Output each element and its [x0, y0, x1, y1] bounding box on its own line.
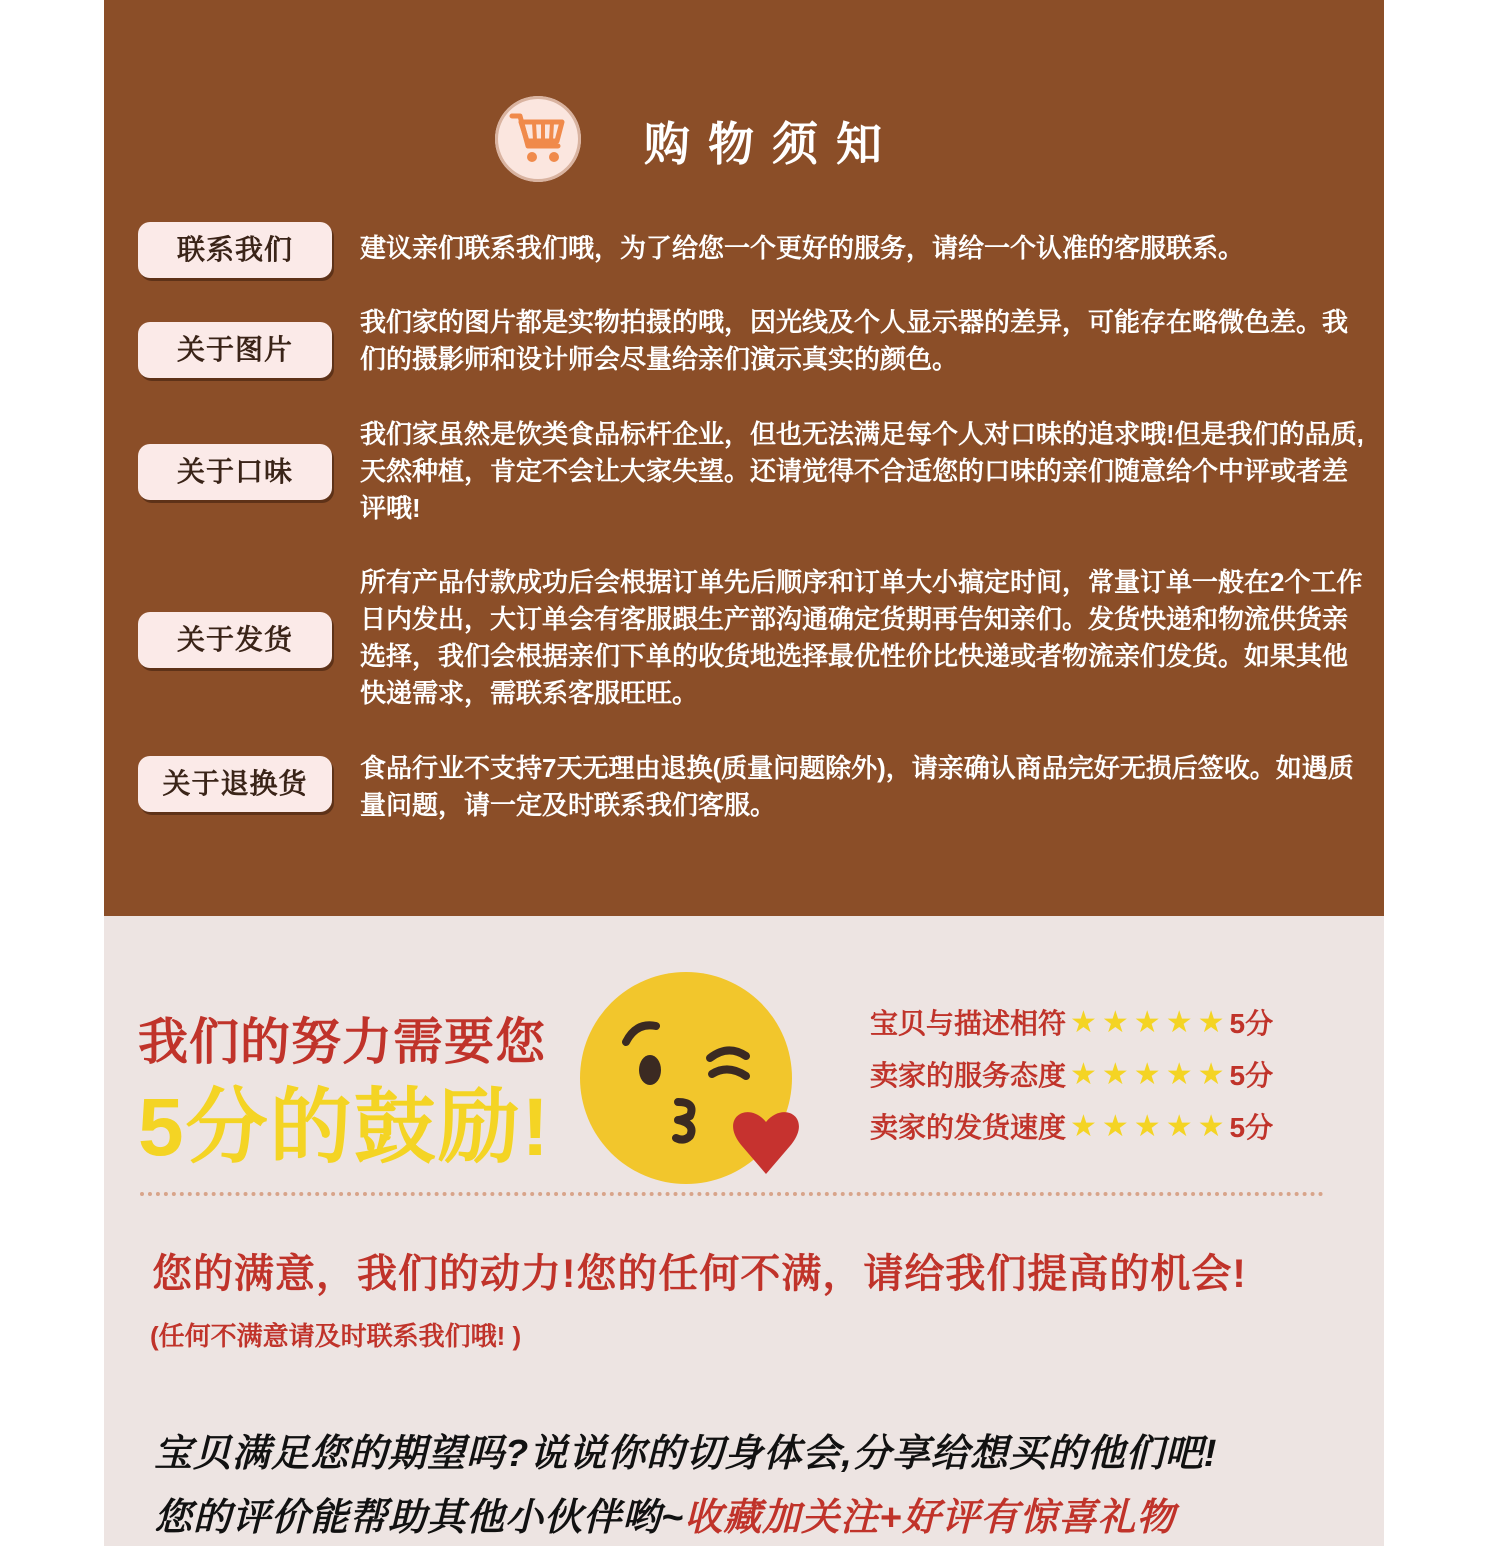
notice-title: 购物须知	[644, 118, 900, 170]
rating-label: 卖家的服务态度	[870, 1060, 1067, 1091]
shopping-notice-section	[104, 0, 1384, 916]
rating-score: 5分	[1229, 1112, 1274, 1143]
kiss-emoji-icon	[578, 970, 802, 1186]
page	[104, 0, 1384, 1546]
rating-score: 5分	[1229, 1060, 1274, 1091]
label-about-images: 关于图片	[138, 322, 332, 378]
expectation-question: 宝贝满足您的期望吗?说说你的切身体会,分享给想买的他们吧!	[154, 1433, 1218, 1475]
review-gift-highlight: 收藏加关注+好评有惊喜礼物	[684, 1497, 1176, 1539]
rating-score: 5分	[1229, 1008, 1274, 1039]
desc-contact-us: 建议亲们联系我们哦，为了给您一个更好的服务，请给一个认准的客服联系。	[360, 233, 1245, 263]
rating-row-service	[870, 1054, 1273, 1094]
label-contact-us: 联系我们	[138, 222, 332, 278]
satisfaction-message: 您的满意，我们的动力!您的任何不满，请给我们提高的机会!	[152, 1252, 1247, 1296]
rating-row-description	[870, 1002, 1273, 1042]
star-icon: ★★★★★	[1070, 1109, 1230, 1143]
desc-about-shipping: 所有产品付款成功后会根据订单先后顺序和订单大小搞定时间，常量订单一般在2个工作日内发出，大订单会有客服跟生产部沟通确定货期再告知亲们。发货快递和物流供货亲选择，我们会根据亲们下单的收货地选择最优性价比快递或者物流亲们发货。如果其他快递需求，需联系客服旺旺。	[360, 567, 1363, 708]
label-about-returns: 关于退换货	[138, 756, 332, 812]
rating-label: 卖家的发货速度	[870, 1112, 1067, 1143]
star-icon: ★★★★★	[1070, 1005, 1230, 1039]
label-about-taste: 关于口味	[138, 444, 332, 500]
desc-about-taste: 我们家虽然是饮类食品标杆企业，但也无法满足每个人对口味的追求哦!但是我们的品质,天然种植，肯定不会让大家失望。还请觉得不合适您的口味的亲们随意给个中评或者差评哦!	[360, 419, 1364, 523]
desc-about-images: 我们家的图片都是实物拍摄的哦，因光线及个人显示器的差异，可能存在略微色差。我们的摄影师和设计师会尽量给亲们演示真实的颜色。	[360, 307, 1349, 374]
shopping-cart-icon	[495, 96, 581, 182]
encourage-headline: 我们的努力需要您	[138, 1014, 546, 1070]
star-icon: ★★★★★	[1070, 1057, 1230, 1091]
encouragement-section	[104, 916, 1384, 1546]
encourage-five-points: 5分的鼓励!	[138, 1082, 551, 1173]
dotted-divider	[140, 1192, 1324, 1196]
rating-row-shipping-speed	[870, 1106, 1273, 1146]
label-about-shipping: 关于发货	[138, 612, 332, 668]
review-prefix: 您的评价能帮助其他小伙伴哟~	[154, 1497, 685, 1539]
desc-about-returns: 食品行业不支持7天无理由退换(质量问题除外)，请亲确认商品完好无损后签收。如遇质量问题，请一定及时联系我们客服。	[360, 753, 1354, 820]
rating-label: 宝贝与描述相符	[870, 1008, 1067, 1039]
review-message	[154, 1486, 1175, 1541]
contact-note: (任何不满意请及时联系我们哦! )	[150, 1321, 522, 1351]
